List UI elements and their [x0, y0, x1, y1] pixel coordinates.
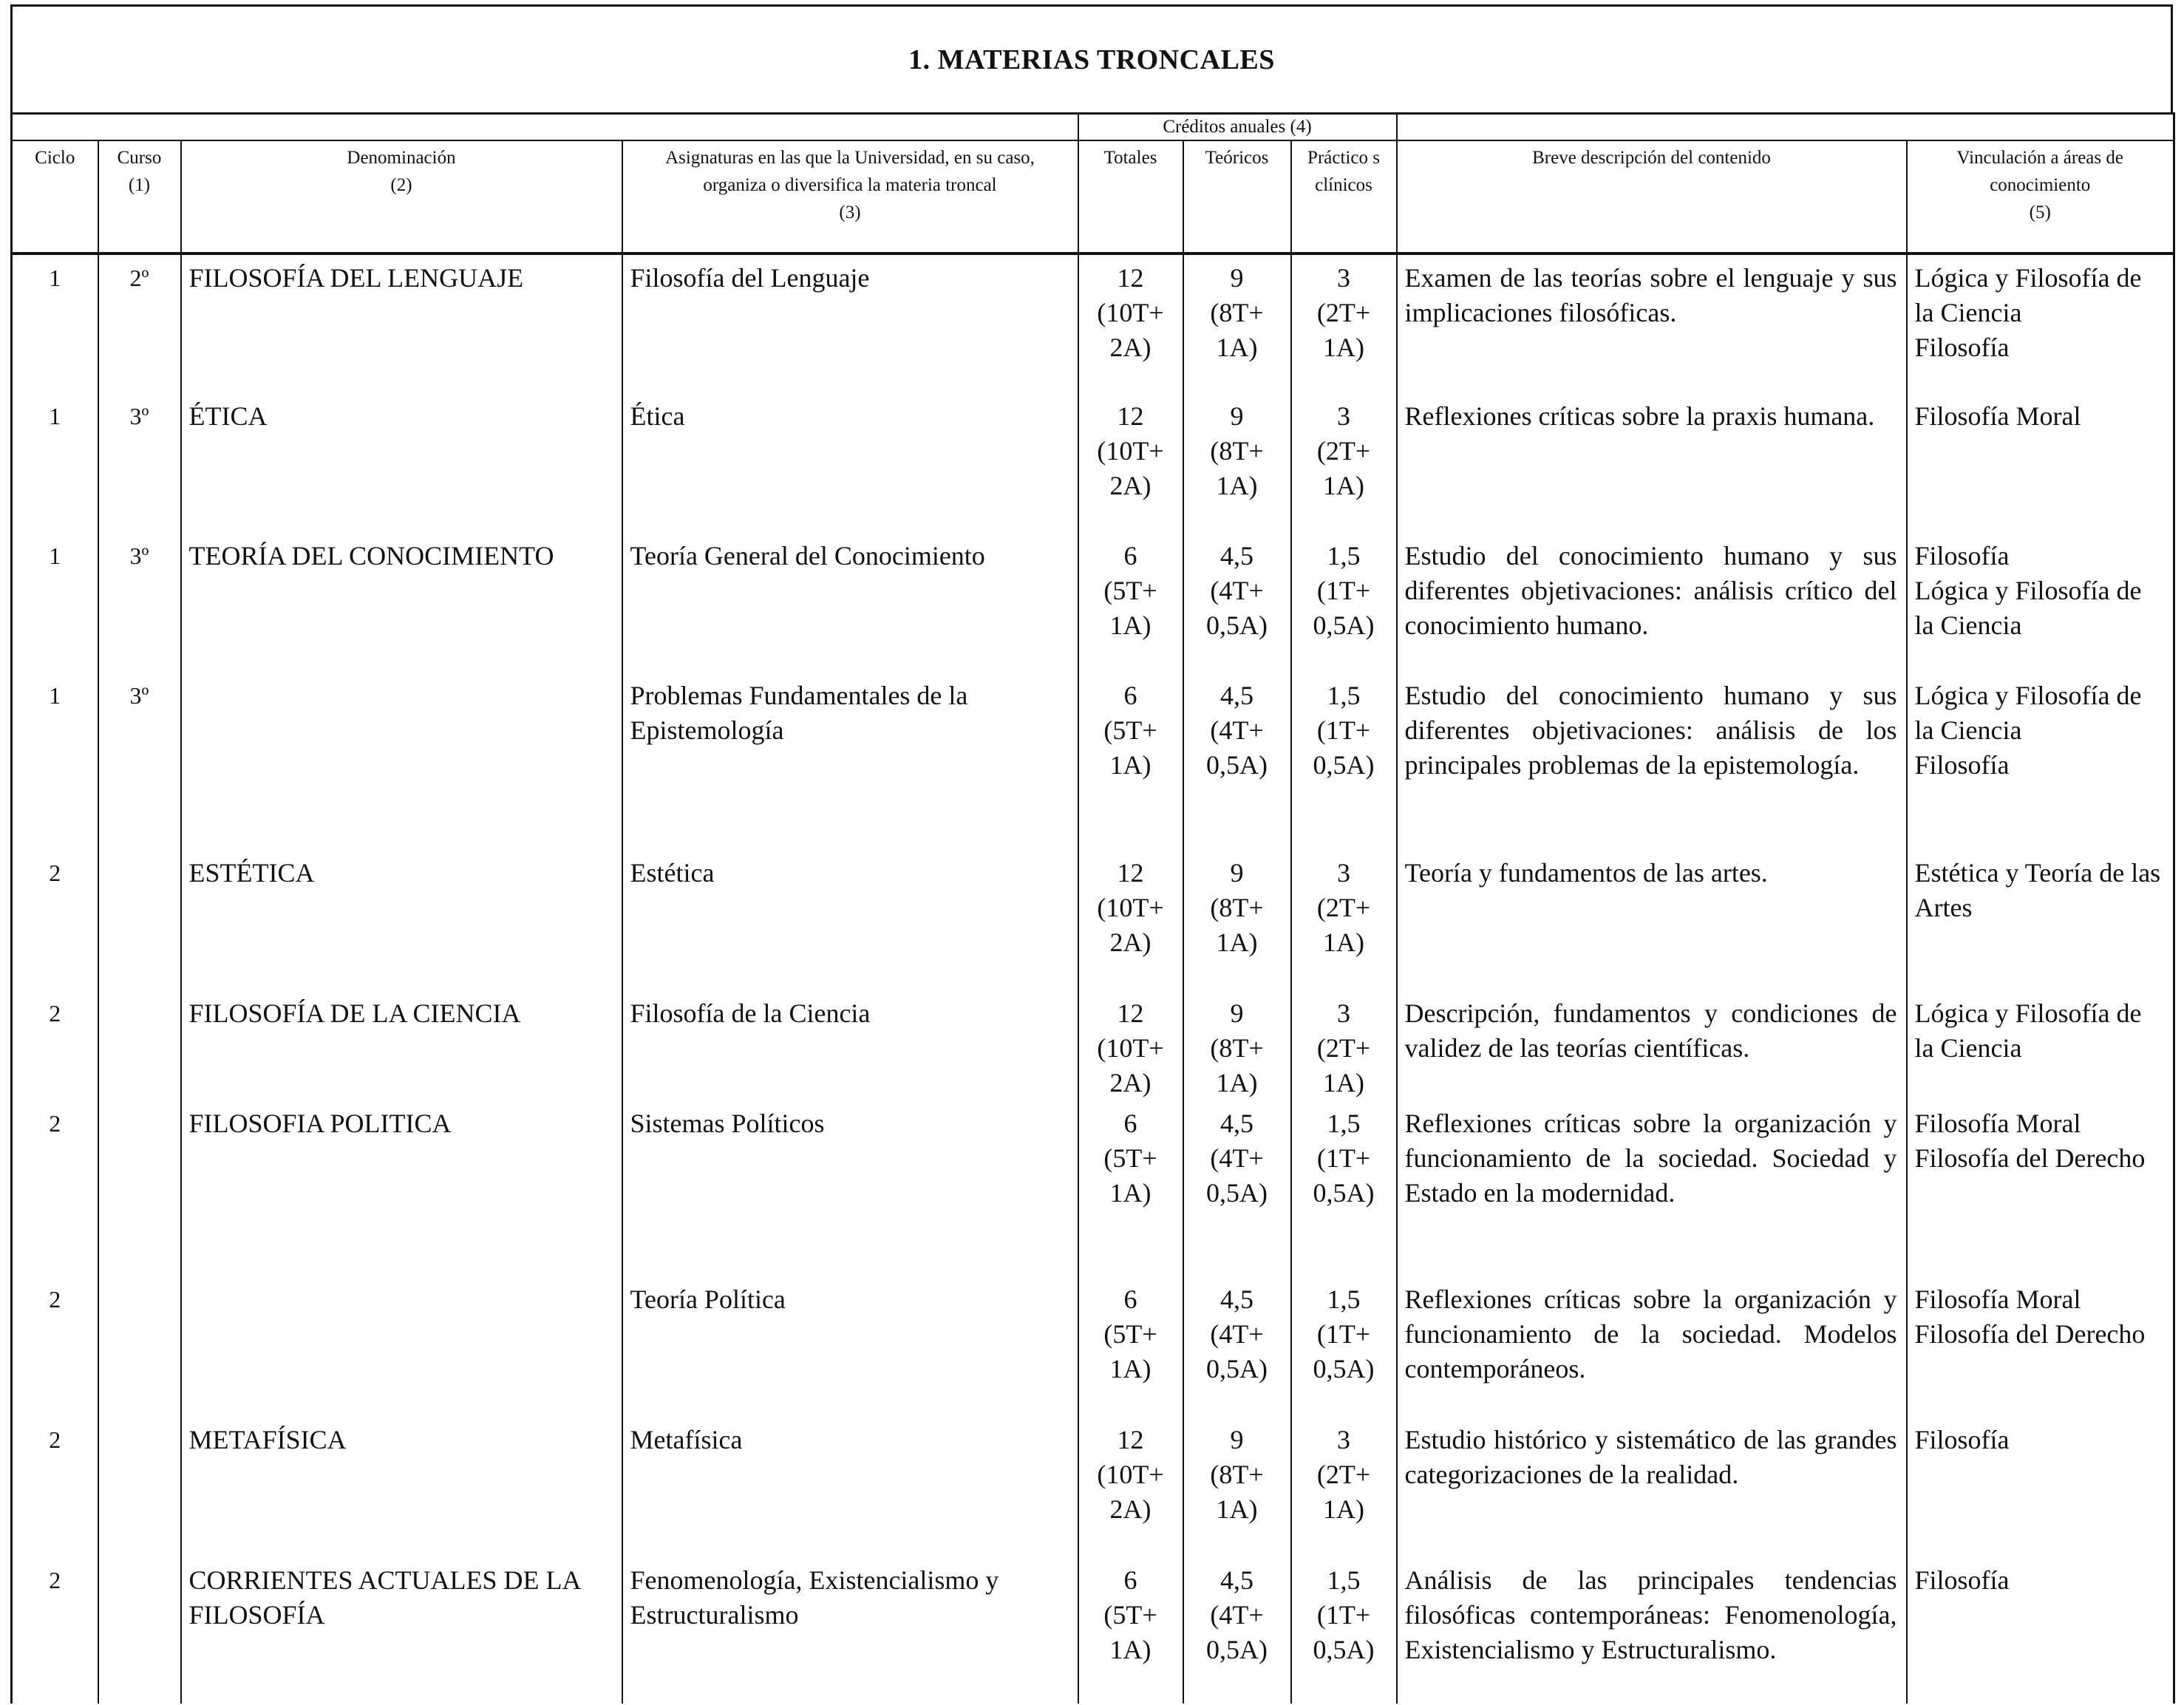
cell-practicos-text: 1,5 (1T+ 0,5A)	[1313, 1109, 1375, 1208]
cell-curso	[98, 1276, 181, 1417]
cell-practicos-text: 3 (2T+ 1A)	[1316, 998, 1371, 1097]
cell-vinculacion-text: Filosofía Moral Filosofía del Derecho	[1914, 1109, 2146, 1173]
cell-ciclo-text: 2	[49, 1286, 61, 1313]
cell-asignatura	[622, 1100, 1078, 1276]
cell-teoricos-text: 4,5 (4T+ 0,5A)	[1206, 1109, 1268, 1208]
table-row	[12, 1100, 2174, 1276]
cell-ciclo	[12, 850, 98, 990]
cell-ciclo	[12, 673, 98, 850]
header-ciclo	[12, 140, 98, 253]
cell-practicos	[1291, 253, 1397, 393]
header-descripcion: Breve descripción del contenido	[1397, 140, 1907, 253]
cell-ciclo	[12, 1276, 98, 1417]
cell-vinculacion	[1907, 253, 2174, 393]
cell-totales	[1078, 1276, 1183, 1417]
cell-practicos-text: 1,5 (1T+ 0,5A)	[1313, 681, 1375, 780]
cell-ciclo	[12, 1100, 98, 1276]
cell-descripcion-text: Reflexiones críticas sobre la organización y funcionamiento de la sociedad. Modelos contemporáneos.	[1404, 1284, 1897, 1384]
cell-totales-text: 12 (10T+ 2A)	[1097, 401, 1164, 500]
cell-asignatura-text: Problemas Fundamentales de la Epistemología	[630, 681, 968, 745]
cell-practicos	[1291, 990, 1397, 1100]
cell-descripcion	[1397, 253, 1907, 393]
cell-denominacion-text: TEORÍA DEL CONOCIMIENTO	[188, 541, 554, 571]
cell-practicos	[1291, 1417, 1397, 1557]
header-ciclo-label: Ciclo	[35, 148, 75, 168]
cell-denominacion	[181, 990, 622, 1100]
cell-teoricos	[1183, 673, 1291, 850]
header-spacer	[12, 114, 1078, 141]
cell-totales	[1078, 533, 1183, 673]
cell-totales	[1078, 850, 1183, 990]
cell-denominacion	[181, 533, 622, 673]
header-asignaturas-label: Asignaturas en las que la Universidad, en su caso, organiza o diversifica la materia troncal	[665, 148, 1035, 195]
cell-practicos	[1291, 1557, 1397, 1704]
cell-teoricos	[1183, 393, 1291, 533]
cell-totales-text: 6 (5T+ 1A)	[1103, 541, 1157, 640]
table-row	[12, 253, 2174, 393]
header-practicos: Práctico s clínicos	[1291, 140, 1397, 253]
cell-practicos-text: 3 (2T+ 1A)	[1316, 263, 1371, 362]
cell-curso	[98, 990, 181, 1100]
cell-practicos	[1291, 850, 1397, 990]
cell-asignatura	[622, 1417, 1078, 1557]
materias-table	[10, 112, 2175, 1704]
cell-ciclo-text: 2	[49, 860, 61, 886]
cell-asignatura	[622, 533, 1078, 673]
header-totales: Totales	[1078, 140, 1183, 253]
cell-teoricos-text: 4,5 (4T+ 0,5A)	[1206, 541, 1268, 640]
cell-totales	[1078, 253, 1183, 393]
cell-practicos-text: 3 (2T+ 1A)	[1316, 401, 1371, 500]
cell-totales	[1078, 393, 1183, 533]
cell-teoricos-text: 4,5 (4T+ 0,5A)	[1206, 1565, 1268, 1664]
cell-teoricos-text: 9 (8T+ 1A)	[1210, 998, 1264, 1097]
cell-ciclo-text: 2	[49, 1000, 61, 1027]
cell-vinculacion-text: Filosofía	[1914, 1425, 2010, 1454]
cell-descripcion-text: Estudio del conocimiento humano y sus diferentes objetivaciones: análisis crítico del conocimiento humano.	[1404, 541, 1897, 640]
cell-vinculacion-text: Lógica y Filosofía de la Ciencia Filosofía	[1914, 681, 2142, 780]
header-denominacion	[181, 140, 622, 253]
header-teoricos: Teóricos	[1183, 140, 1291, 253]
cell-ciclo-text: 1	[49, 265, 61, 291]
cell-ciclo	[12, 1417, 98, 1557]
cell-asignatura-text: Sistemas Políticos	[630, 1109, 825, 1138]
cell-ciclo	[12, 990, 98, 1100]
cell-totales	[1078, 1100, 1183, 1276]
cell-practicos-text: 1,5 (1T+ 0,5A)	[1313, 541, 1375, 640]
header-denominacion-note: (2)	[390, 175, 412, 195]
table-row	[12, 990, 2174, 1100]
cell-vinculacion	[1907, 673, 2174, 850]
cell-descripcion-text: Descripción, fundamentos y condiciones de validez de las teorías científicas.	[1404, 998, 1897, 1063]
cell-ciclo-text: 1	[49, 542, 61, 569]
cell-ciclo-text: 2	[49, 1110, 61, 1137]
cell-asignatura	[622, 990, 1078, 1100]
cell-vinculacion-text: Lógica y Filosofía de la Ciencia Filosofía	[1914, 263, 2142, 362]
cell-ciclo	[12, 393, 98, 533]
cell-curso	[98, 533, 181, 673]
cell-vinculacion	[1907, 393, 2174, 533]
cell-vinculacion-text: Filosofía Moral Filosofía del Derecho	[1914, 1284, 2146, 1349]
cell-teoricos-text: 9 (8T+ 1A)	[1210, 1425, 1264, 1524]
cell-descripcion-text: Teoría y fundamentos de las artes.	[1404, 858, 1768, 888]
cell-vinculacion-text: Estética y Teoría de las Artes	[1914, 858, 2161, 922]
cell-totales-text: 12 (10T+ 2A)	[1097, 263, 1164, 362]
cell-curso-text: 2º	[129, 265, 149, 291]
cell-practicos	[1291, 533, 1397, 673]
cell-curso	[98, 673, 181, 850]
cell-denominacion	[181, 1276, 622, 1417]
document-page	[10, 4, 2176, 1697]
cell-asignatura	[622, 673, 1078, 850]
header-curso-label: Curso	[117, 148, 162, 168]
cell-ciclo-text: 1	[49, 682, 61, 709]
cell-asignatura-text: Metafísica	[630, 1425, 743, 1454]
cell-totales	[1078, 990, 1183, 1100]
header-vinculacion-note: (5)	[2029, 203, 2051, 222]
cell-descripcion-text: Estudio del conocimiento humano y sus diferentes objetivaciones: análisis de los principales problemas de la epistemología.	[1404, 681, 1897, 780]
cell-asignatura	[622, 1276, 1078, 1417]
cell-teoricos-text: 4,5 (4T+ 0,5A)	[1206, 681, 1268, 780]
cell-practicos	[1291, 673, 1397, 850]
cell-denominacion	[181, 673, 622, 850]
header-vinculacion-label: Vinculación a áreas de conocimiento	[1956, 148, 2123, 195]
cell-curso-text: 3º	[129, 682, 149, 709]
cell-asignatura-text: Teoría General del Conocimiento	[630, 541, 985, 571]
header-asignaturas	[622, 140, 1078, 253]
table-row	[12, 1417, 2174, 1557]
cell-vinculacion-text: Filosofía	[1914, 1565, 2010, 1595]
cell-vinculacion	[1907, 1557, 2174, 1704]
cell-denominacion-text: FILOSOFÍA DE LA CIENCIA	[188, 998, 521, 1028]
cell-denominacion	[181, 1557, 622, 1704]
cell-descripcion	[1397, 850, 1907, 990]
table-row	[12, 393, 2174, 533]
cell-totales-text: 6 (5T+ 1A)	[1103, 1109, 1157, 1208]
cell-totales	[1078, 1417, 1183, 1557]
cell-denominacion-text: ÉTICA	[188, 401, 268, 431]
cell-curso	[98, 393, 181, 533]
cell-teoricos	[1183, 1100, 1291, 1276]
cell-totales-text: 12 (10T+ 2A)	[1097, 858, 1164, 957]
header-vinculacion	[1907, 140, 2174, 253]
cell-teoricos-text: 9 (8T+ 1A)	[1210, 858, 1264, 957]
cell-denominacion-text: ESTÉTICA	[188, 858, 315, 888]
header-spacer-right	[1397, 114, 2174, 141]
table-row	[12, 1557, 2174, 1704]
cell-denominacion-text: METAFÍSICA	[188, 1425, 347, 1454]
cell-teoricos	[1183, 1276, 1291, 1417]
cell-descripcion	[1397, 393, 1907, 533]
header-creditos-anuales: Créditos anuales (4)	[1078, 114, 1397, 141]
header-denominacion-label: Denominación	[347, 148, 456, 168]
cell-ciclo	[12, 1557, 98, 1704]
cell-denominacion-text: FILOSOFIA POLITICA	[188, 1109, 452, 1138]
cell-curso	[98, 1417, 181, 1557]
cell-descripcion-text: Análisis de las principales tendencias filosóficas contemporáneas: Fenomenología, Existencialismo y Estructuralismo.	[1404, 1565, 1897, 1664]
cell-ciclo	[12, 253, 98, 393]
cell-totales-text: 12 (10T+ 2A)	[1097, 1425, 1164, 1524]
table-body	[12, 253, 2174, 1704]
cell-ciclo	[12, 533, 98, 673]
cell-totales-text: 6 (5T+ 1A)	[1103, 681, 1157, 780]
cell-vinculacion-text: Lógica y Filosofía de la Ciencia	[1914, 998, 2142, 1063]
table-row	[12, 673, 2174, 850]
cell-asignatura	[622, 850, 1078, 990]
cell-practicos-text: 3 (2T+ 1A)	[1316, 858, 1371, 957]
cell-practicos-text: 3 (2T+ 1A)	[1316, 1425, 1371, 1524]
cell-curso-text: 3º	[129, 542, 149, 569]
cell-denominacion	[181, 850, 622, 990]
cell-ciclo-text: 2	[49, 1567, 61, 1593]
cell-vinculacion	[1907, 850, 2174, 990]
cell-vinculacion	[1907, 1417, 2174, 1557]
cell-curso-text: 3º	[129, 403, 149, 429]
cell-teoricos	[1183, 1557, 1291, 1704]
cell-practicos	[1291, 1276, 1397, 1417]
cell-descripcion-text: Estudio histórico y sistemático de las grandes categorizaciones de la realidad.	[1404, 1425, 1897, 1489]
cell-teoricos	[1183, 850, 1291, 990]
cell-totales-text: 12 (10T+ 2A)	[1097, 998, 1164, 1097]
cell-teoricos	[1183, 990, 1291, 1100]
cell-curso	[98, 1100, 181, 1276]
cell-ciclo-text: 1	[49, 403, 61, 429]
cell-denominacion	[181, 393, 622, 533]
cell-descripcion-text: Examen de las teorías sobre el lenguaje y sus implicaciones filosóficas.	[1404, 263, 1897, 327]
cell-curso	[98, 253, 181, 393]
cell-totales-text: 6 (5T+ 1A)	[1103, 1565, 1157, 1664]
cell-asignatura-text: Estética	[630, 858, 715, 888]
cell-descripcion	[1397, 1557, 1907, 1704]
cell-vinculacion-text: Filosofía Moral	[1914, 401, 2081, 431]
cell-descripcion	[1397, 1417, 1907, 1557]
table-row	[12, 533, 2174, 673]
cell-descripcion	[1397, 1276, 1907, 1417]
cell-denominacion	[181, 253, 622, 393]
cell-teoricos	[1183, 253, 1291, 393]
table-row	[12, 850, 2174, 990]
cell-totales-text: 6 (5T+ 1A)	[1103, 1284, 1157, 1384]
cell-asignatura	[622, 393, 1078, 533]
cell-descripcion-text: Reflexiones críticas sobre la praxis humana.	[1404, 401, 1875, 431]
cell-teoricos	[1183, 1417, 1291, 1557]
table-row	[12, 1276, 2174, 1417]
cell-descripcion	[1397, 673, 1907, 850]
cell-denominacion	[181, 1417, 622, 1557]
cell-asignatura-text: Filosofía de la Ciencia	[630, 998, 871, 1028]
cell-descripcion	[1397, 1100, 1907, 1276]
cell-denominacion-text: FILOSOFÍA DEL LENGUAJE	[188, 263, 524, 293]
cell-ciclo-text: 2	[49, 1426, 61, 1453]
cell-vinculacion	[1907, 533, 2174, 673]
header-curso	[98, 140, 181, 253]
cell-asignatura	[622, 1557, 1078, 1704]
cell-practicos-text: 1,5 (1T+ 0,5A)	[1313, 1284, 1375, 1384]
cell-denominacion-text: CORRIENTES ACTUALES DE LA FILOSOFÍA	[188, 1565, 580, 1630]
cell-asignatura	[622, 253, 1078, 393]
header-asignaturas-note: (3)	[839, 203, 861, 222]
header-curso-note: (1)	[128, 175, 151, 195]
cell-asignatura-text: Ética	[630, 401, 685, 431]
cell-descripcion-text: Reflexiones críticas sobre la organización y funcionamiento de la sociedad. Sociedad y Estado en la modernidad.	[1404, 1109, 1897, 1208]
cell-asignatura-text: Filosofía del Lenguaje	[630, 263, 870, 293]
header-row	[12, 140, 2174, 253]
cell-curso	[98, 850, 181, 990]
cell-practicos	[1291, 1100, 1397, 1276]
cell-denominacion	[181, 1100, 622, 1276]
cell-teoricos-text: 9 (8T+ 1A)	[1210, 401, 1264, 500]
cell-totales	[1078, 1557, 1183, 1704]
cell-asignatura-text: Fenomenología, Existencialismo y Estructuralismo	[630, 1565, 999, 1630]
cell-teoricos-text: 9 (8T+ 1A)	[1210, 263, 1264, 362]
cell-vinculacion	[1907, 990, 2174, 1100]
cell-descripcion	[1397, 533, 1907, 673]
cell-vinculacion	[1907, 1276, 2174, 1417]
cell-vinculacion	[1907, 1100, 2174, 1276]
cell-vinculacion-text: Filosofía Lógica y Filosofía de la Ciencia	[1914, 541, 2142, 640]
document-title: 1. MATERIAS TRONCALES	[10, 4, 2173, 112]
cell-practicos-text: 1,5 (1T+ 0,5A)	[1313, 1565, 1375, 1664]
cell-asignatura-text: Teoría Política	[630, 1284, 786, 1314]
header-group-row	[12, 114, 2174, 141]
cell-teoricos-text: 4,5 (4T+ 0,5A)	[1206, 1284, 1268, 1384]
cell-totales	[1078, 673, 1183, 850]
cell-teoricos	[1183, 533, 1291, 673]
cell-practicos	[1291, 393, 1397, 533]
cell-descripcion	[1397, 990, 1907, 1100]
cell-curso	[98, 1557, 181, 1704]
